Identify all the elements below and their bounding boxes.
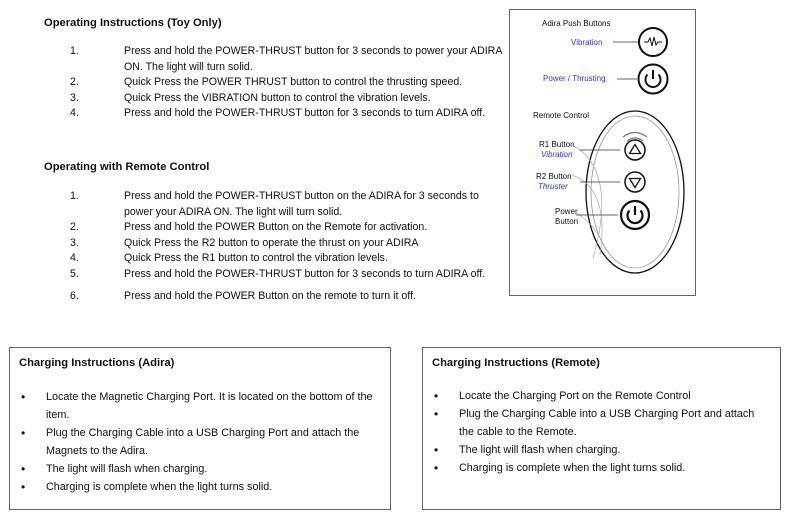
charging-adira-title: Charging Instructions (Adira)	[19, 357, 175, 369]
button-diagram	[509, 9, 696, 296]
charging-remote-list	[432, 387, 762, 477]
remote-instructions-heading: Operating with Remote Control	[44, 161, 210, 173]
power-thrusting-label: Power / Thrusting	[543, 74, 606, 83]
r2-button-icon	[625, 172, 645, 192]
diagram-drawing	[510, 10, 695, 295]
charging-remote-title: Charging Instructions (Remote)	[432, 357, 600, 369]
step-text: Press and hold the POWER-THRUST button for 3 seconds to power your ADIRA ON. The light will turn solid.	[124, 45, 502, 73]
list-item	[46, 44, 504, 75]
list-item: • Locate the Magnetic Charging Port. It is located on the bottom of the item.	[19, 388, 374, 424]
list-item	[46, 91, 504, 107]
charging-remote-box	[422, 347, 781, 510]
list-item	[46, 220, 504, 236]
list-item: • The light will flash when charging.	[432, 441, 762, 459]
r1-button-icon	[625, 140, 645, 160]
step-text: Quick Press the POWER THRUST button to control the thrusting speed.	[124, 76, 463, 88]
step-number: 1.	[70, 45, 79, 57]
step-number: 3.	[70, 91, 79, 104]
step-text: Press and hold the POWER-THRUST button for 3 seconds to turn ADIRA off.	[124, 267, 486, 280]
step-number: 4.	[70, 107, 79, 119]
list-item	[46, 267, 504, 283]
list-item	[46, 236, 504, 252]
step-text: Press and hold the POWER-THRUST button for 3 seconds to turn ADIRA off.	[124, 107, 486, 119]
step-text: Press and hold the POWER Button on the remote to turn it off.	[124, 290, 416, 302]
power-button-label-line1: Power	[555, 207, 578, 216]
step-number: 5.	[70, 267, 79, 280]
r1-button-sublabel: Vibration	[541, 150, 573, 159]
charging-adira-box	[9, 347, 391, 510]
step-text: Press and hold the POWER-THRUST button on the ADIRA for 3 seconds to power your ADIRA ON. The light will turn solid.	[124, 190, 479, 218]
remote-steps-list	[46, 189, 504, 305]
step-number: 4.	[70, 252, 79, 264]
list-item	[46, 189, 504, 220]
charging-adira-list	[19, 388, 374, 496]
step-number: 3.	[70, 236, 79, 249]
list-item	[46, 75, 504, 91]
list-item: • The light will flash when charging.	[19, 460, 374, 478]
push-buttons-title: Adira Push Buttons	[542, 19, 611, 28]
toy-instructions-heading: Operating Instructions (Toy Only)	[44, 17, 222, 29]
list-item	[46, 251, 504, 267]
r1-button-label: R1 Button	[539, 140, 575, 149]
step-number: 1.	[70, 190, 79, 202]
toy-steps-list	[46, 44, 504, 122]
step-text: Quick Press the R2 button to operate the thrust on your ADIRA	[124, 236, 419, 249]
list-item	[46, 289, 504, 305]
remote-control-title: Remote Control	[533, 111, 590, 120]
list-item: • Charging is complete when the light turns solid.	[19, 478, 374, 496]
list-item: • Plug the Charging Cable into a USB Charging Port and attach the Magnets to the Adira.	[19, 424, 374, 460]
list-item: • Plug the Charging Cable into a USB Charging Port and attach the cable to the Remote.	[432, 405, 762, 441]
power-button-label-line2: Button	[555, 217, 579, 226]
step-text: Quick Press the R1 button to control the vibration levels.	[124, 252, 388, 264]
vibration-label: Vibration	[571, 38, 603, 47]
list-item	[46, 106, 504, 122]
list-item: • Charging is complete when the light turns solid.	[432, 459, 762, 477]
step-number: 2.	[70, 76, 79, 88]
step-number: 2.	[70, 221, 79, 233]
list-item: • Locate the Charging Port on the Remote Control	[432, 387, 762, 405]
step-text: Press and hold the POWER Button on the Remote for activation.	[124, 221, 428, 233]
r2-button-label: R2 Button	[536, 172, 572, 181]
step-text: Quick Press the VIBRATION button to control the vibration levels.	[124, 91, 431, 104]
step-number: 6.	[70, 290, 79, 302]
r2-button-sublabel: Thruster	[538, 182, 568, 191]
